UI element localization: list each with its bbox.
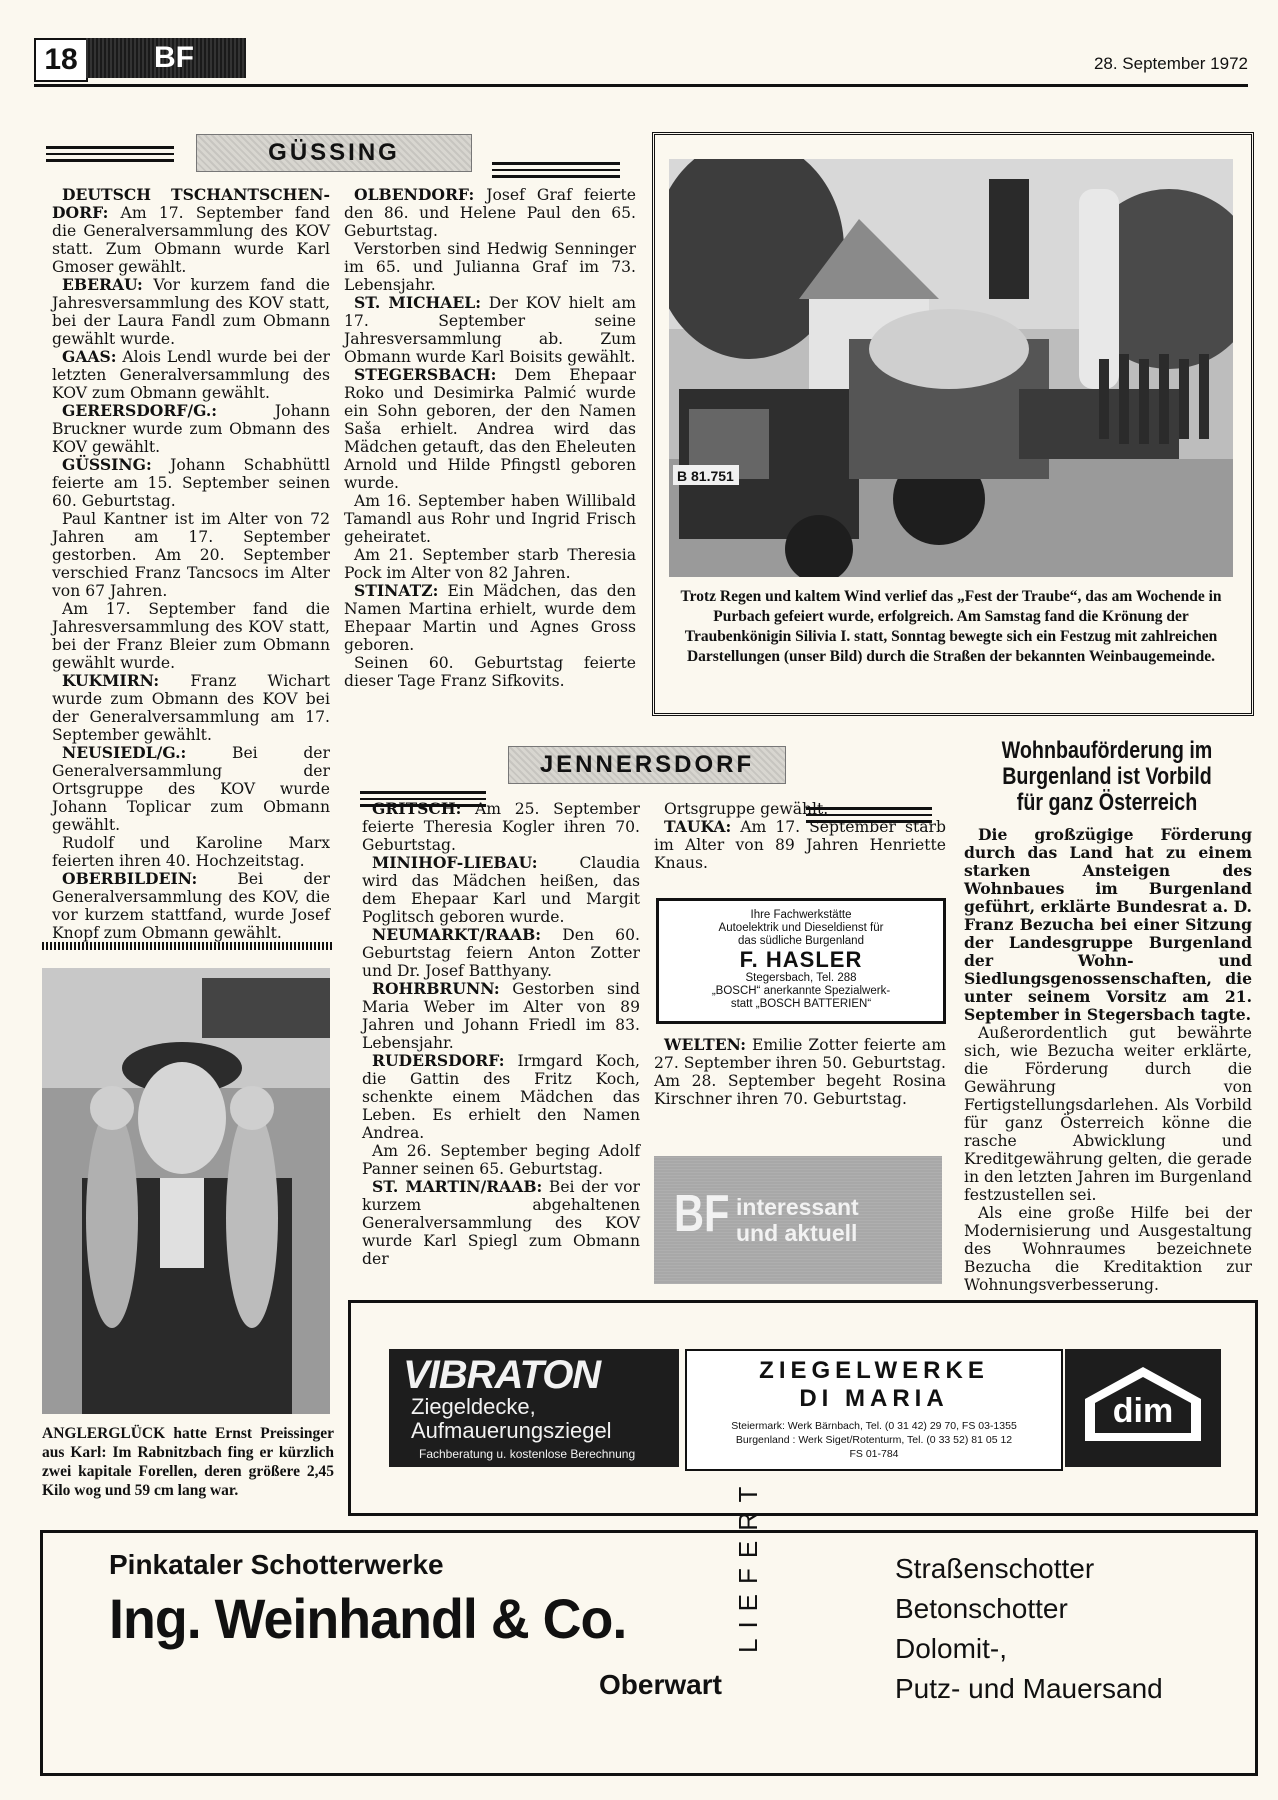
dimaria-title2: DI MARIA <box>799 1385 949 1412</box>
news-item: Seinen 60. Geburtstag feierte dieser Tage Franz Sifkovits. <box>344 654 636 690</box>
dimaria-panel <box>685 1349 1063 1471</box>
place-name: OLBENDORF: <box>354 185 475 204</box>
dimaria-address2: Burgenland : Werk Siget/Rotenturm, Tel. (0 33 52) 81 05 12 <box>735 1434 1013 1446</box>
wohnbau-paragraph-1: Außerordentlich gut bewährte sich, wie Bezucha weiter erklärte, die Förderung durch die Gewährung von Fertigstellungsdarlehen. Als Vorbild für ganz Österreich könne die rasche Abwicklung und Kreditgewährung gelten, die gerade in den letzten Jahren im Burgenland festzustellen sei. <box>964 1024 1252 1204</box>
news-item: Am 26. September beging Adolf Panner seinen 65. Geburtstag. <box>362 1142 640 1178</box>
hasler-name: F. HASLER <box>739 947 863 972</box>
place-name: MINIHOF-LIEBAU: <box>372 853 538 872</box>
angler-image <box>42 968 330 1414</box>
news-item: ST. MARTIN/RAAB: Bei der vor kurzem abgehaltenen Generalversammlung des KOV wurde Karl Spiegl zum Obmann der <box>362 1177 640 1268</box>
schotter-line1: Pinkataler Schotterwerke <box>109 1549 444 1580</box>
wohnbau-paragraph-2: Als eine große Hilfe bei der Modernisierung und Ausgestaltung des Wohnraumes bezeichnete Bezucha die Kreditaktion zur Wohnungsverbesserung. <box>964 1204 1252 1294</box>
news-item: EBERAU: Vor kurzem fand die Jahresversammlung des KOV statt, bei der Laura Fandl zum Obmann gewählt wurde. <box>52 275 330 348</box>
place-name: KUKMIRN: <box>62 671 160 690</box>
page-number: 18 <box>34 38 88 82</box>
place-name: GRITSCH: <box>372 799 462 818</box>
hasler-ad <box>656 898 946 1024</box>
angler-photo <box>42 968 330 1414</box>
traube-caption: Trotz Regen und kaltem Wind verlief das „Fest der Traube“, das am Wochende in Purbach gefeiert wurde, erfolgreich. Am Samstag fand die Krönung der Traubenkönigin Silivia I. statt, Sonntag bewegte sich ein Festzug mit zahlreichen Darstellungen (unser Bild) durch die Straßen der bekannten Weinbaugemeinde. <box>680 588 1222 665</box>
news-item: KUKMIRN: Franz Wichart wurde zum Obmann des KOV bei der Generalversammlung am 17. September gewählt. <box>52 671 330 744</box>
page-date: 28. September 1972 <box>1093 54 1248 73</box>
section-title-jennersdorf: JENNERSDORF <box>508 746 786 784</box>
place-name: GAAS: <box>62 347 117 366</box>
schotter-ad <box>40 1476 1258 1776</box>
news-item: GAAS: Alois Lendl wurde bei der letzten Generalversammlung des KOV zum Obmann gewählt. <box>52 347 330 402</box>
jennersdorf-column-2-top <box>654 800 946 872</box>
hasler-line4: Stegersbach, Tel. 288 <box>745 972 857 984</box>
wohnbau-headline-2: Burgenland ist Vorbild <box>1002 763 1212 790</box>
hasler-line5: „BOSCH“ anerkannte Spezialwerk- <box>711 985 891 997</box>
schotter-item4: Putz- und Mauersand <box>895 1673 1163 1704</box>
place-name: ROHRBRUNN: <box>372 979 500 998</box>
news-item: Ortsgruppe gewählt. <box>664 800 829 818</box>
wohnbau-headline-3: für ganz Österreich <box>1016 789 1198 816</box>
news-item: TAUKA: Am 17. September starb im Alter von 89 Jahren Henriette Knaus. <box>654 817 946 872</box>
wohnbau-lead: Die großzügige Förderung durch das Land hat zu einem starken Ansteigen des Wohnbaues im Burgenland geführt, erklärte Bundesrat a. D. Franz Bezucha bei einer Sitzung der Landesgruppe Burgenland der Wohn- und Siedlungsgenossenschaften, die unter seinem Vorsitz am 21. September in Stegersbach tagte. <box>964 825 1252 1024</box>
column-separator <box>42 942 332 950</box>
section-title-guessing: GÜSSING <box>196 134 472 172</box>
schotter-vertical-label: LIEFERT <box>733 1476 763 1653</box>
header-rule <box>34 84 1248 87</box>
news-item: GRITSCH: Am 25. September feierte Theresia Kogler ihren 70. Geburtstag. <box>362 799 640 854</box>
place-name: NEUSIEDL/G.: <box>62 743 187 762</box>
place-name: RUDERSDORF: <box>372 1051 505 1070</box>
place-name: GÜSSING: <box>62 455 152 474</box>
angler-caption: ANGLERGLÜCK hatte Ernst Preissinger aus Karl: Im Rabnitzbach fing er kürzlich zwei kapitale Forellen, deren größere 2,45 Kilo wog und 59 cm lang war. <box>42 1425 334 1499</box>
dimaria-address3: FS 01-784 <box>849 1448 899 1460</box>
schotter-item3: Dolomit-, <box>895 1633 1008 1664</box>
news-item: GÜSSING: Johann Schabhüttl feierte am 15. September seinen 60. Geburtstag. <box>52 455 330 510</box>
news-item: NEUMARKT/RAAB: Den 60. Geburtstag feiern Anton Zotter und Dr. Josef Batthyany. <box>362 925 640 980</box>
bf-promo-line1: interessant <box>736 1194 859 1220</box>
place-name: STEGERSBACH: <box>354 365 497 384</box>
schotter-item1: Straßenschotter <box>895 1553 1095 1584</box>
angler-caption-keyword: ANGLERGLÜCK <box>42 1425 166 1442</box>
place-name: DEUTSCH TSCHANTSCHEN-DORF: <box>52 185 330 222</box>
jennersdorf-column-2-bottom <box>654 1036 946 1108</box>
vibraton-logo: VIBRATON <box>403 1353 601 1397</box>
news-item: STINATZ: Ein Mädchen, das den Namen Martina erhielt, wurde dem Ehepaar Martin und Agnes Gross geboren. <box>344 581 636 654</box>
guessing-column-1 <box>52 186 330 942</box>
news-item: NEUSIEDL/G.: Bei der Generalversammlung der Ortsgruppe des KOV wurde Johann Toplicar zum Obmann gewählt. <box>52 743 330 834</box>
traube-photo <box>669 159 1233 577</box>
place-name: OBERBILDEIN: <box>62 869 198 888</box>
festzug-image <box>669 159 1233 577</box>
news-item: Rudolf und Karoline Marx feierten ihren 40. Hochzeitstag. <box>52 834 330 870</box>
news-item: Verstorben sind Hedwig Senninger im 65. und Julianna Graf im 73. Lebensjahr. <box>344 240 636 294</box>
place-name: STINATZ: <box>354 581 439 600</box>
schotter-city: Oberwart <box>599 1669 722 1700</box>
news-item: WELTEN: Emilie Zotter feierte am 27. September ihren 50. Geburtstag. Am 28. September begeht Rosina Kirschner ihren 70. Geburtstag. <box>654 1035 946 1108</box>
hasler-line1: Ihre Fachwerkstätte <box>750 909 852 921</box>
vibraton-line2: Aufmauerungsziegel <box>411 1418 612 1443</box>
dimaria-title1: ZIEGELWERKE <box>759 1357 989 1384</box>
hasler-line3: das südliche Burgenland <box>738 935 864 947</box>
news-item: RUDERSDORF: Irmgard Koch, die Gattin des Fritz Koch, schenkte einem Mädchen das Leben. Es erhielt den Namen Andrea. <box>362 1051 640 1142</box>
news-item: Am 16. September haben Willibald Tamandl aus Rohr und Ingrid Frisch geheiratet. <box>344 492 636 546</box>
hasler-line2: Autoelektrik und Dieseldienst für <box>718 922 884 934</box>
news-item: Am 17. September fand die Jahresversammlung des KOV statt, bei der Franz Bleier zum Obmann gewählt wurde. <box>52 600 330 672</box>
bf-promo-line2: und aktuell <box>736 1220 858 1246</box>
masthead-logo: BF <box>154 41 194 74</box>
place-name: TAUKA: <box>664 817 732 836</box>
wohnbau-headline-1: Wohnbauförderung im <box>1001 737 1213 764</box>
news-item: OLBENDORF: Josef Graf feierte den 86. und Helene Paul den 65. Geburtstag. <box>344 185 636 240</box>
hasler-line6: statt „BOSCH BATTERIEN“ <box>730 998 872 1010</box>
news-item: MINIHOF-LIEBAU: Claudia wird das Mädchen heißen, das dem Ehepaar Karl und Margit Poglitsch geboren wurde. <box>362 853 640 926</box>
jennersdorf-column-1 <box>362 800 640 1268</box>
news-item: Paul Kantner ist im Alter von 72 Jahren am 17. September gestorben. Am 20. September verschied Franz Tancsocs im Alter von 67 Jahren. <box>52 510 330 600</box>
dimaria-address1: Steiermark: Werk Bärnbach, Tel. (0 31 42) 29 70, FS 03-1355 <box>731 1420 1017 1432</box>
vibraton-panel <box>389 1349 679 1467</box>
place-name: ST. MICHAEL: <box>354 293 481 312</box>
place-name: GERERSDORF/G.: <box>62 401 218 420</box>
news-item: ROHRBRUNN: Gestorben sind Maria Weber im Alter von 89 Jahren und Johann Friedl im 83. Lebensjahr. <box>362 979 640 1052</box>
masthead-bar <box>86 38 246 78</box>
news-item: STEGERSBACH: Dem Ehepaar Roko und Desimirka Palmić wurde ein Sohn geboren, der den Namen Saša erhielt. Andrea wird das Mädchen getauft, das den Eheleuten Arnold und Hilde Pfingstl geboren wurde. <box>344 365 636 492</box>
section-rule-left <box>46 146 174 162</box>
bf-promo <box>654 1156 942 1284</box>
traube-photo-box <box>652 132 1254 716</box>
vibraton-line1: Ziegeldecke, <box>411 1394 536 1419</box>
vibraton-line3: Fachberatung u. kostenlose Berechnung <box>419 1447 636 1461</box>
schotter-item2: Betonschotter <box>895 1593 1068 1624</box>
dim-logo-text: dim <box>1112 1392 1174 1430</box>
place-name: WELTEN: <box>664 1035 747 1054</box>
place-name: EBERAU: <box>62 275 143 294</box>
place-name: ST. MARTIN/RAAB: <box>372 1177 543 1196</box>
guessing-column-2 <box>344 186 636 690</box>
place-name: NEUMARKT/RAAB: <box>372 925 542 944</box>
news-item: ST. MICHAEL: Der KOV hielt am 17. September seine Jahresversammlung ab. Zum Obmann wurde Karl Boisits gewählt. <box>344 293 636 366</box>
schotter-company: Ing. Weinhandl & Co. <box>109 1587 627 1650</box>
page-header <box>34 36 1248 88</box>
bf-promo-logo: BF <box>674 1185 730 1243</box>
news-item: Am 21. September starb Theresia Pock im Alter von 82 Jahren. <box>344 546 636 582</box>
license-plate: B 81.751 <box>677 468 734 484</box>
news-item: OBERBILDEIN: Bei der Generalversammlung des KOV, die vor kurzem stattfand, wurde Josef Knopf zum Obmann gewählt. <box>52 869 330 942</box>
section-rule-right <box>492 162 620 178</box>
news-item: GERERSDORF/G.: Johann Bruckner wurde zum Obmann des KOV gewählt. <box>52 401 330 456</box>
news-item: DEUTSCH TSCHANTSCHEN-DORF: Am 17. September fand die Generalversammlung des KOV statt. Zum Obmann wurde Karl Gmoser gewählt. <box>52 185 330 276</box>
dim-logo-panel <box>1065 1349 1221 1467</box>
wohnbau-article <box>958 738 1256 1294</box>
ziegel-ad <box>348 1300 1258 1516</box>
